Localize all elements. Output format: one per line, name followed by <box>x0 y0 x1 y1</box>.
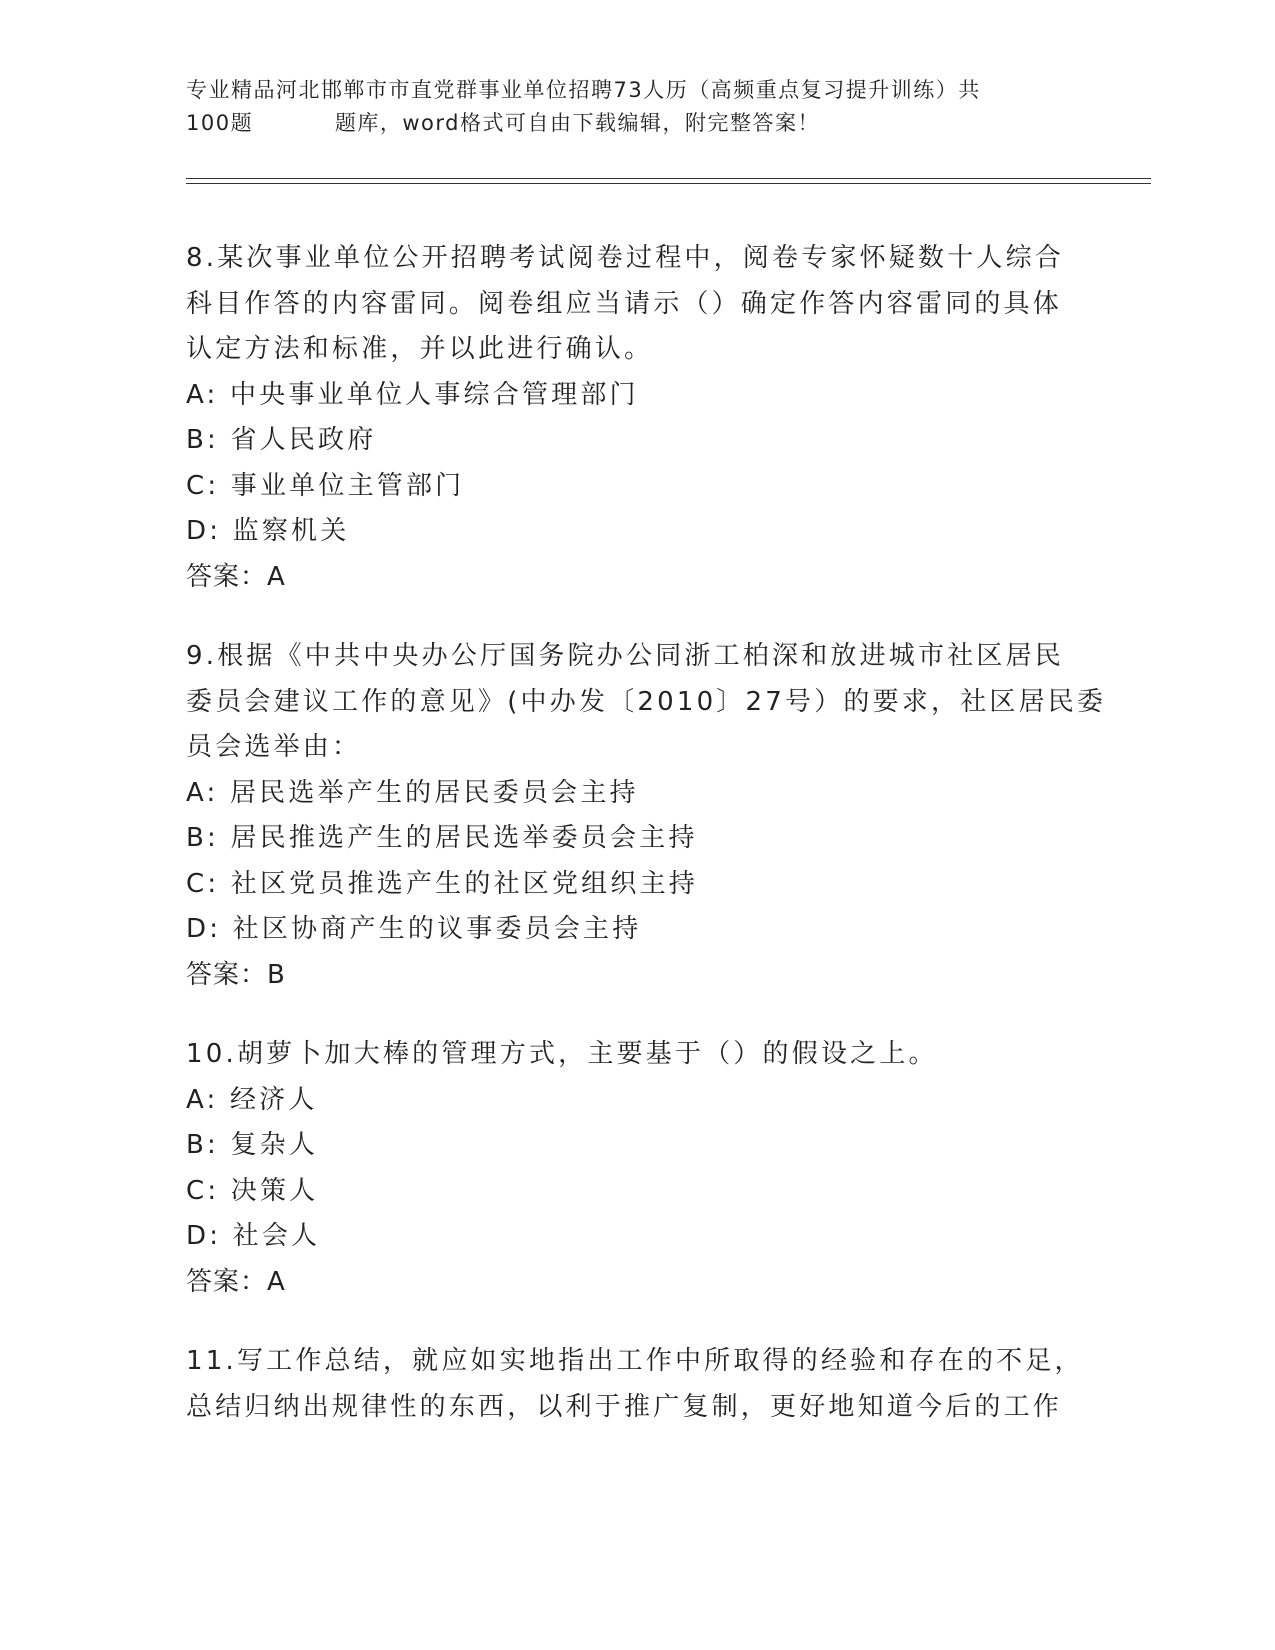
option-b: B: 居民推选产生的居民选举委员会主持 <box>186 823 698 853</box>
header-title-line-1: 专业精品河北邯郸市市直党群事业单位招聘73人历（高频重点复习提升训练）共 <box>186 78 981 102</box>
option-b: B: 复杂人 <box>186 1130 319 1160</box>
option-d: D: 社区协商产生的议事委员会主持 <box>186 914 642 944</box>
answer-text: 答案：B <box>186 959 286 990</box>
header-title-line-2: 100题 题库，word格式可自由下载编辑，附完整答案！ <box>186 111 820 135</box>
question-9 <box>186 634 1107 998</box>
option-d: D: 监察机关 <box>186 516 350 546</box>
header-divider-top <box>186 178 1151 179</box>
question-text-line: 11.写工作总结，就应如实地指出工作中所取得的经验和存在的不足， <box>186 1346 1084 1376</box>
option-d: D: 社会人 <box>186 1221 321 1251</box>
question-8 <box>186 236 1086 600</box>
question-text-line: 委员会建议工作的意见》(中办发〔2010〕27号）的要求，社区居民委 <box>186 686 1107 717</box>
answer-text: 答案：A <box>186 561 286 592</box>
option-c: C: 社区党员推选产生的社区党组织主持 <box>186 868 698 899</box>
document-header <box>186 74 1086 140</box>
question-10 <box>186 1032 1086 1305</box>
option-c: C: 事业单位主管部门 <box>186 470 465 501</box>
question-text-line: 总结归纳出规律性的东西，以利于推广复制，更好地知道今后的工作 <box>186 1391 1063 1422</box>
header-divider-bottom <box>186 183 1151 184</box>
question-11 <box>186 1339 1086 1430</box>
question-text-line: 10.胡萝卜加大棒的管理方式，主要基于（）的假设之上。 <box>186 1039 938 1069</box>
question-list <box>186 236 1107 1464</box>
option-a: A: 居民选举产生的居民委员会主持 <box>186 777 639 808</box>
answer-text: 答案：A <box>186 1266 286 1297</box>
option-b: B: 省人民政府 <box>186 425 377 455</box>
question-text-line: 8.某次事业单位公开招聘考试阅卷过程中，阅卷专家怀疑数十人综合 <box>186 243 1065 273</box>
option-a: A: 经济人 <box>186 1084 318 1115</box>
option-c: C: 决策人 <box>186 1175 319 1206</box>
question-text-line: 9.根据《中共中央办公厅国务院办公同浙工柏深和放进城市社区居民 <box>186 641 1065 671</box>
question-text-line: 员会选举由： <box>186 732 362 762</box>
question-text-line: 科目作答的内容雷同。阅卷组应当请示（）确定作答内容雷同的具体 <box>186 288 1063 319</box>
option-a: A: 中央事业单位人事综合管理部门 <box>186 379 639 410</box>
question-text-line: 认定方法和标准，并以此进行确认。 <box>186 334 654 364</box>
